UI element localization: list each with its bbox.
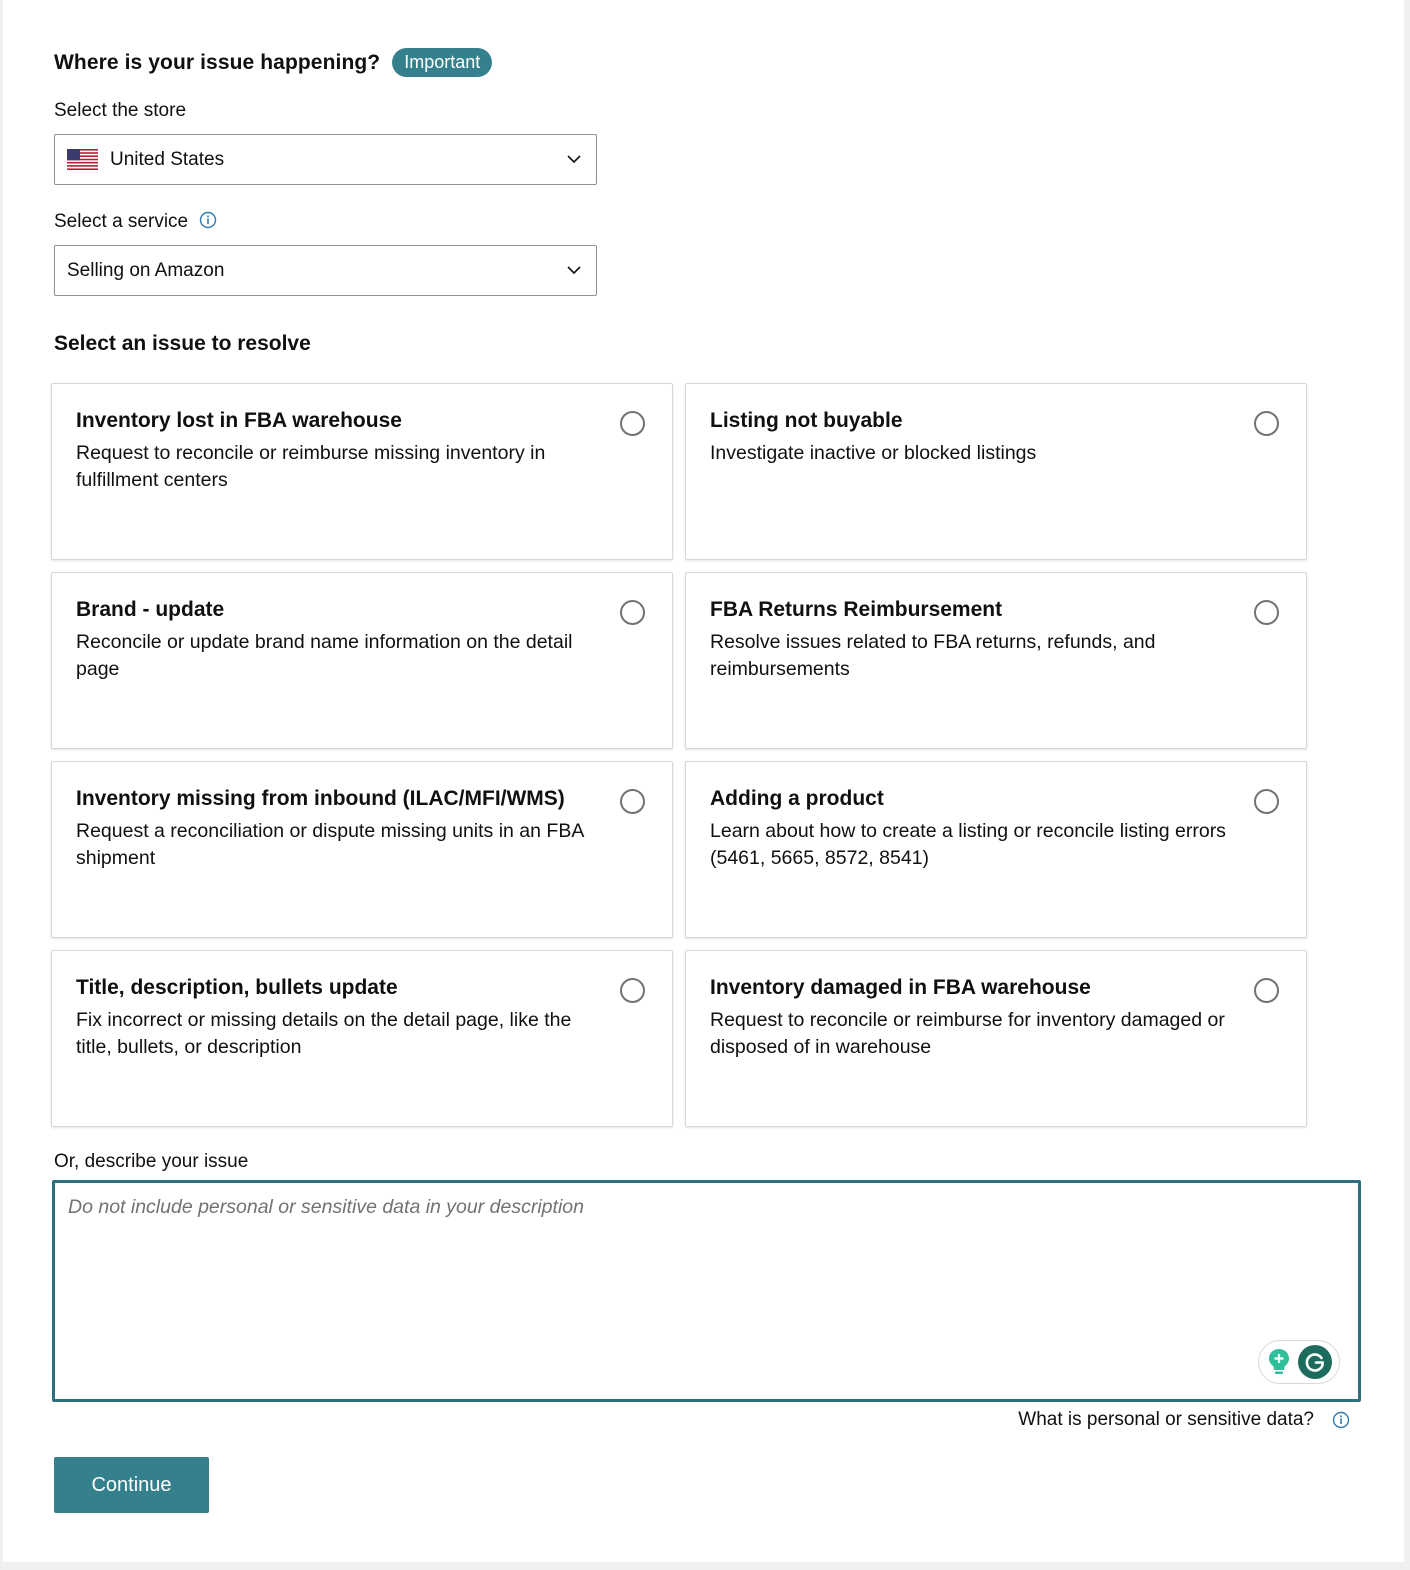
question-header [54,48,492,77]
issue-card-title: FBA Returns Reimbursement [710,598,1003,621]
issue-form-panel [3,0,1404,1562]
issue-card-title: Listing not buyable [710,409,903,432]
service-label: Select a service [54,211,189,232]
issue-card-description: Learn about how to create a listing or reconcile listing errors (5461, 5665, 8572, 8541) [710,820,1226,869]
issue-radio[interactable] [620,978,645,1003]
issue-card-title: Adding a product [710,787,884,810]
issue-radio[interactable] [1254,789,1279,814]
grammarly-icon[interactable] [1298,1345,1332,1379]
sensitive-data-link[interactable]: What is personal or sensitive data? [1018,1409,1314,1430]
info-icon[interactable] [1332,1411,1350,1429]
issue-card-title: Inventory lost in FBA warehouse [76,409,402,432]
issue-card-description: Request to reconcile or reimburse for inventory damaged or disposed of in warehouse [710,1009,1225,1058]
issue-card[interactable] [51,950,673,1127]
chevron-down-icon [566,151,582,167]
issue-card-description: Fix incorrect or missing details on the detail page, like the title, bullets, or description [76,1009,572,1058]
issue-card-description: Request to reconcile or reimburse missing inventory in fulfillment centers [76,442,546,491]
issue-card[interactable] [685,383,1307,560]
issue-radio[interactable] [1254,411,1279,436]
describe-field-wrapper [52,1180,1361,1402]
describe-issue-textarea[interactable] [55,1183,1358,1399]
issue-card-description: Resolve issues related to FBA returns, refunds, and reimbursements [710,631,1156,680]
question-title: Where is your issue happening? [54,50,381,74]
issue-radio[interactable] [620,789,645,814]
issue-card-title: Title, description, bullets update [76,976,398,999]
issue-card[interactable] [51,383,673,560]
issue-card-title: Inventory missing from inbound (ILAC/MFI/WMS) [76,787,565,810]
us-flag-icon [67,149,98,170]
issue-card-description: Request a reconciliation or dispute missing units in an FBA shipment [76,820,584,869]
service-select[interactable] [54,245,597,296]
issue-card[interactable] [51,761,673,938]
lightbulb-icon[interactable] [1266,1347,1292,1377]
store-select-value: United States [110,148,225,170]
describe-label: Or, describe your issue [54,1151,249,1172]
issue-card[interactable] [685,950,1307,1127]
issue-radio[interactable] [620,411,645,436]
chevron-down-icon [566,262,582,278]
issue-card-description: Investigate inactive or blocked listings [710,442,1037,464]
service-select-value: Selling on Amazon [67,259,225,281]
info-icon[interactable] [199,211,217,229]
issue-card[interactable] [685,761,1307,938]
issue-radio[interactable] [1254,978,1279,1003]
important-badge: Important [392,48,492,77]
issue-card-title: Inventory damaged in FBA warehouse [710,976,1091,999]
continue-button[interactable]: Continue [54,1457,209,1513]
issue-radio[interactable] [1254,600,1279,625]
issue-card-description: Reconcile or update brand name information on the detail page [76,631,573,680]
store-select[interactable] [54,134,597,185]
issue-card-title: Brand - update [76,598,225,621]
sensitive-data-help[interactable] [1018,1409,1350,1431]
service-label-row [54,211,217,233]
grammarly-widget[interactable] [1258,1340,1340,1384]
issues-section-title: Select an issue to resolve [54,332,311,355]
issue-card[interactable] [51,572,673,749]
grammarly-g-icon [1303,1350,1327,1374]
issue-radio[interactable] [620,600,645,625]
issue-card[interactable] [685,572,1307,749]
store-label: Select the store [54,100,187,121]
